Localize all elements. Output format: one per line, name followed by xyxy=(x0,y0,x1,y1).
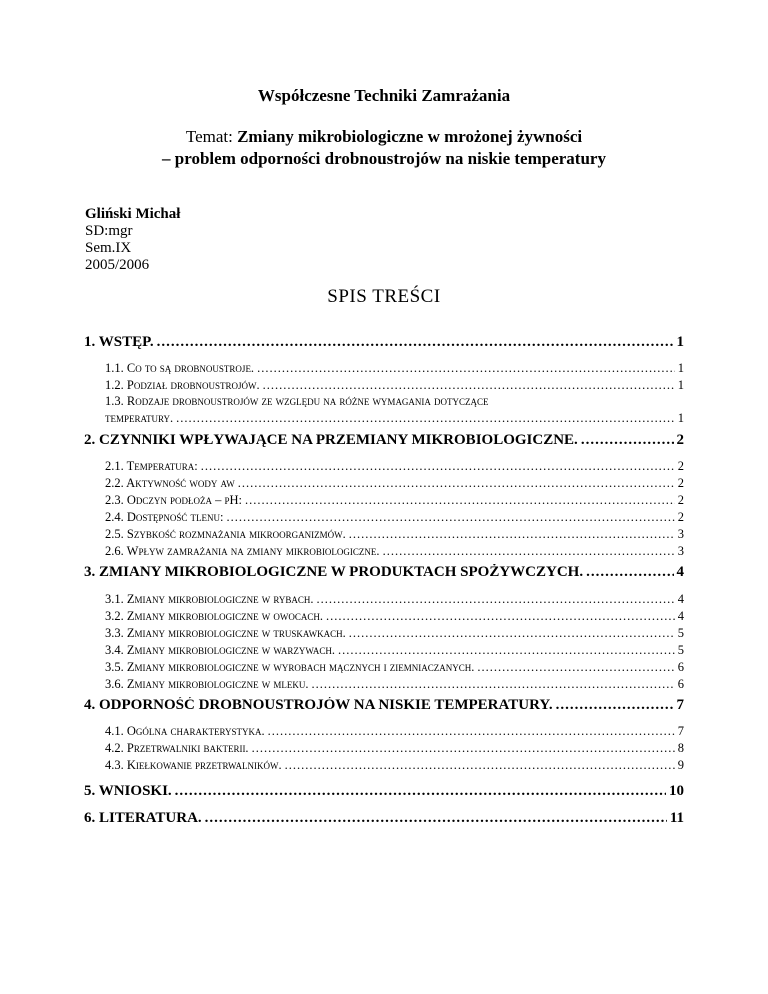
toc-dot-leader xyxy=(245,493,675,508)
topic-line-2 xyxy=(0,148,768,170)
toc-dot-leader xyxy=(556,697,674,714)
toc-dot-leader xyxy=(252,741,675,756)
topic-title-part-1: Zmiany mikrobiologiczne w mrożonej żywności xyxy=(237,127,583,146)
toc-heading: SPIS TREŚCI xyxy=(327,286,441,307)
toc-dot-leader xyxy=(581,432,674,449)
toc-entry-3[interactable] xyxy=(84,564,684,581)
author-degree: SD:mgr xyxy=(85,223,133,239)
toc-entry-label: 4. ODPORNOŚĆ DROBNOUSTROJÓW NA NISKIE TEMPERATURY. xyxy=(84,697,553,713)
author-block xyxy=(85,206,180,274)
toc-page-number: 9 xyxy=(677,758,684,772)
topic-line-1 xyxy=(0,126,768,148)
toc-dot-leader xyxy=(285,758,675,773)
toc-entry-1-1[interactable] xyxy=(105,361,684,376)
author-name: Gliński Michał xyxy=(85,206,181,222)
toc-entry-label: 2.6. Wpływ zamrażania na zmiany mikrobiologiczne. xyxy=(105,544,380,558)
toc-entry-2[interactable] xyxy=(84,432,684,449)
toc-entry-label: 2.4. Dostępność tlenu: xyxy=(105,510,224,524)
toc-entry-2-4[interactable] xyxy=(105,510,684,525)
toc-entry-6[interactable] xyxy=(84,810,684,827)
toc-page-number: 2 xyxy=(677,510,684,524)
toc-dot-leader xyxy=(157,334,674,351)
toc-page-number: 5 xyxy=(677,626,684,640)
toc-page-number: 3 xyxy=(677,527,684,541)
toc-entry-label: 2.5. Szybkość rozmnażania mikroorganizmów. xyxy=(105,527,346,541)
toc-entry-5[interactable] xyxy=(84,783,684,800)
toc-entry-label: 3.6. Zmiany mikrobiologiczne w mleku. xyxy=(105,677,309,691)
toc-entry-label: 4.2. Przetrwalniki bakterii. xyxy=(105,741,249,755)
toc-page-number: 6 xyxy=(677,660,684,674)
toc-entry-label: 1. WSTĘP. xyxy=(84,334,154,350)
toc-entry-4-2[interactable] xyxy=(105,741,684,756)
toc-entry-label: 3.3. Zmiany mikrobiologiczne w truskawkach. xyxy=(105,626,346,640)
toc-dot-leader xyxy=(349,527,675,542)
author-year: 2005/2006 xyxy=(85,257,150,273)
toc-entry-label: 4.1. Ogólna charakterystyka. xyxy=(105,724,265,738)
toc-entry-label: 3. ZMIANY MIKROBIOLOGICZNE W PRODUKTACH SPOŻYWCZYCH. xyxy=(84,564,584,580)
toc-entry-3-2[interactable] xyxy=(105,609,684,624)
toc-entry-4[interactable] xyxy=(84,697,684,714)
toc-page-number: 2 xyxy=(677,459,684,473)
toc-page-number: 1 xyxy=(676,334,684,350)
toc-entry-3-3[interactable] xyxy=(105,626,684,641)
toc-page-number: 2 xyxy=(677,493,684,507)
toc-entry-2-3[interactable] xyxy=(105,493,684,508)
toc-page-number: 4 xyxy=(676,564,684,580)
toc-entry-1-2[interactable] xyxy=(105,378,684,393)
toc-entry-label: 1.2. Podział drobnoustrojów. xyxy=(105,378,260,392)
topic-prefix: Temat: xyxy=(185,127,238,146)
toc-entry-label: 2.1. Temperatura: xyxy=(105,459,198,473)
toc-dot-leader xyxy=(201,459,675,474)
toc-page-number: 7 xyxy=(677,724,684,738)
toc-dot-leader xyxy=(326,609,675,624)
toc-dot-leader xyxy=(268,724,675,739)
toc-entry-2-1[interactable] xyxy=(105,459,684,474)
toc-entry-label: 3.1. Zmiany mikrobiologiczne w rybach. xyxy=(105,592,314,606)
toc-page-number: 2 xyxy=(677,476,684,490)
topic-block xyxy=(0,126,768,170)
toc-page-number: 2 xyxy=(676,432,684,448)
toc-page-number: 11 xyxy=(669,810,684,826)
topic-title-part-2: – problem odporności drobnoustrojów na niskie temperatury xyxy=(162,149,606,168)
toc-entry-1-3-line-1[interactable]: 1.3. Rodzaje drobnoustrojów ze względu na różne wymagania dotyczące xyxy=(105,394,489,408)
toc-entry-4-1[interactable] xyxy=(105,724,684,739)
toc-entry-1[interactable] xyxy=(84,334,684,351)
toc-dot-leader xyxy=(205,810,667,827)
toc-dot-leader xyxy=(227,510,675,525)
toc-entry-3-4[interactable] xyxy=(105,643,684,658)
toc-entry-3-5[interactable] xyxy=(105,660,684,675)
toc-entry-label: 2.3. Odczyn podłoża – pH: xyxy=(105,493,243,507)
toc-entry-label: 3.4. Zmiany mikrobiologiczne w warzywach. xyxy=(105,643,335,657)
toc-dot-leader xyxy=(238,476,675,491)
document-title: Współczesne Techniki Zamrażania xyxy=(257,86,511,105)
toc-page-number: 4 xyxy=(677,609,684,623)
toc-dot-leader xyxy=(176,411,675,426)
toc-dot-leader xyxy=(338,643,675,658)
toc-entry-label: 2. CZYNNIKI WPŁYWAJĄCE NA PRZEMIANY MIKROBIOLOGICZNE. xyxy=(84,432,578,448)
toc-dot-leader xyxy=(586,564,673,581)
toc-entry-label: 5. WNIOSKI. xyxy=(84,783,172,799)
toc-page-number: 7 xyxy=(676,697,684,713)
toc-page-number: 1 xyxy=(677,411,684,425)
toc-dot-leader xyxy=(263,378,675,393)
toc-entry-2-6[interactable] xyxy=(105,544,684,559)
toc-entry-label: 2.2. Aktywność wody aw xyxy=(105,476,235,490)
toc-dot-leader xyxy=(383,544,675,559)
toc-entry-label: 1.1. Co to są drobnoustroje. xyxy=(105,361,255,375)
toc-entry-2-2[interactable] xyxy=(105,476,684,491)
toc-entry-3-6[interactable] xyxy=(105,677,684,692)
toc-entry-2-5[interactable] xyxy=(105,527,684,542)
toc-page-number: 6 xyxy=(677,677,684,691)
toc-dot-leader xyxy=(317,592,675,607)
toc-entry-4-3[interactable] xyxy=(105,758,684,773)
toc-page-number: 5 xyxy=(677,643,684,657)
toc-page-number: 4 xyxy=(677,592,684,606)
toc-page-number: 10 xyxy=(669,783,684,799)
toc-entry-label: 6. LITERATURA. xyxy=(84,810,202,826)
author-semester: Sem.IX xyxy=(85,240,132,256)
toc-entry-label: 4.3. Kiełkowanie przetrwalników. xyxy=(105,758,282,772)
toc-page-number: 1 xyxy=(677,378,684,392)
toc-page-number: 8 xyxy=(677,741,684,755)
toc-dot-leader xyxy=(312,677,675,692)
toc-dot-leader xyxy=(257,361,675,376)
toc-entry-1-3[interactable] xyxy=(105,411,684,426)
toc-page-number: 3 xyxy=(677,544,684,558)
toc-entry-label: 3.5. Zmiany mikrobiologiczne w wyrobach mącznych i ziemniaczanych. xyxy=(105,660,475,674)
toc-page-number: 1 xyxy=(677,361,684,375)
toc-entry-label: 3.2. Zmiany mikrobiologiczne w owocach. xyxy=(105,609,323,623)
toc-entry-label-continued: temperatury. xyxy=(105,411,174,425)
toc-entry-3-1[interactable] xyxy=(105,592,684,607)
toc-dot-leader xyxy=(477,660,674,675)
toc-dot-leader xyxy=(175,783,666,800)
toc-dot-leader xyxy=(349,626,675,641)
